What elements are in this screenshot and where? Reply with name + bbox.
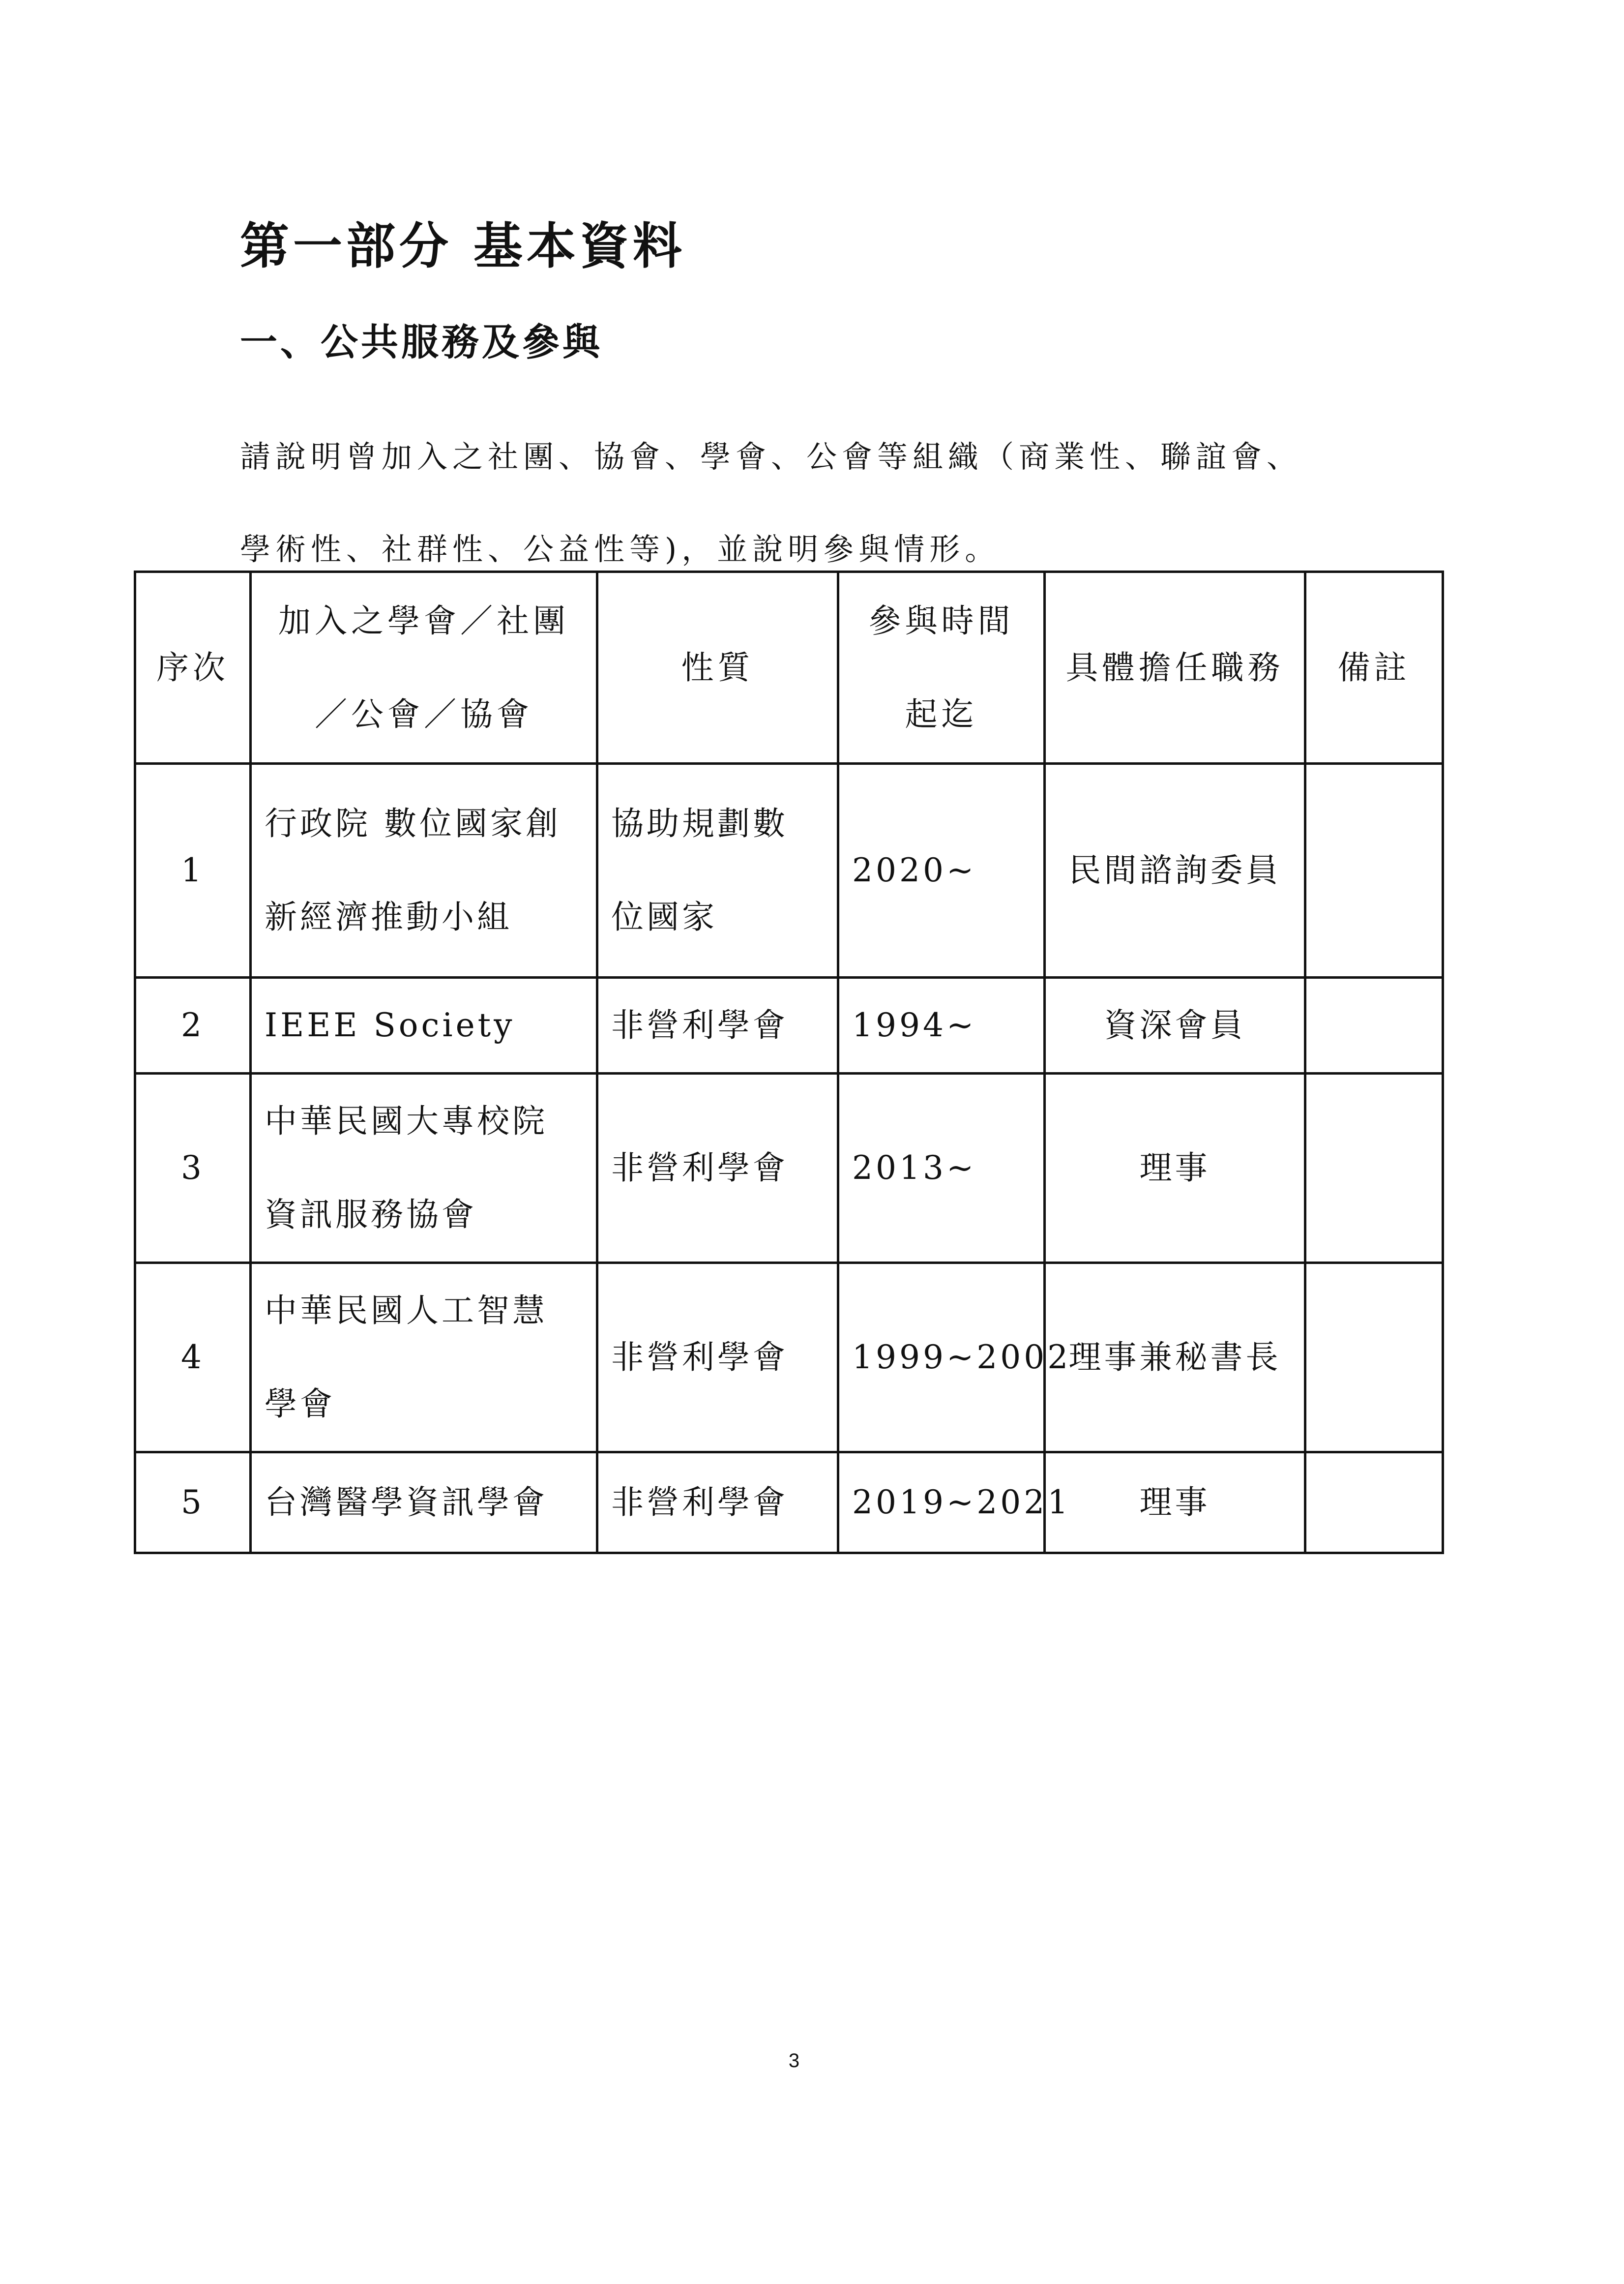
cell-nature-line2: 位國家 xyxy=(611,898,717,936)
cell-organization: IEEE Society xyxy=(251,978,597,1074)
cell-note xyxy=(1305,1074,1443,1263)
table-header-row xyxy=(135,572,1443,764)
header-period-line2: 起迄 xyxy=(905,695,978,733)
cell-index: 4 xyxy=(135,1263,251,1452)
cell-organization xyxy=(251,1263,597,1452)
cell-organization xyxy=(251,1074,597,1263)
header-organization-line1: 加入之學會／社團 xyxy=(278,601,569,640)
cell-note xyxy=(1305,764,1443,978)
cell-organization-line2: 新經濟推動小組 xyxy=(265,898,512,936)
part-title: 第一部分 基本資料 xyxy=(240,217,686,275)
header-role: 具體擔任職務 xyxy=(1045,572,1305,764)
cell-nature: 非營利學會 xyxy=(597,978,838,1074)
cell-index: 1 xyxy=(135,764,251,978)
header-organization-line2: ／公會／協會 xyxy=(315,695,533,733)
cell-organization: 台灣醫學資訊學會 xyxy=(251,1452,597,1553)
header-index: 序次 xyxy=(135,572,251,764)
cell-note xyxy=(1305,978,1443,1074)
cell-period: 1994~ xyxy=(838,978,1045,1074)
cell-index: 3 xyxy=(135,1074,251,1263)
page-number: 3 xyxy=(788,2050,800,2072)
table-row xyxy=(135,764,1443,978)
cell-role: 理事 xyxy=(1045,1452,1305,1553)
header-period xyxy=(838,572,1045,764)
cell-role: 理事 xyxy=(1045,1074,1305,1263)
organization-table xyxy=(134,571,1444,1554)
intro-paragraph: 請說明曾加入之社團、協會、學會、公會等組織（商業性、聯誼會、學術性、社群性、公益性等)，並說明參與情形。 xyxy=(240,439,1302,567)
cell-period: 2020~ xyxy=(838,764,1045,978)
table-row xyxy=(135,1452,1443,1553)
cell-nature-line1: 協助規劃數 xyxy=(611,805,788,842)
header-nature: 性質 xyxy=(597,572,838,764)
cell-role: 民間諮詢委員 xyxy=(1045,764,1305,978)
cell-note xyxy=(1305,1263,1443,1452)
section-title: 一、公共服務及參與 xyxy=(240,320,603,364)
cell-organization-line1: 中華民國人工智慧 xyxy=(265,1292,548,1329)
cell-organization xyxy=(251,764,597,978)
header-note: 備註 xyxy=(1305,572,1443,764)
cell-organization-line2: 學會 xyxy=(265,1385,335,1423)
cell-nature xyxy=(597,764,838,978)
cell-nature: 非營利學會 xyxy=(597,1074,838,1263)
cell-organization-line2: 資訊服務協會 xyxy=(265,1196,477,1233)
cell-nature: 非營利學會 xyxy=(597,1263,838,1452)
cell-note xyxy=(1305,1452,1443,1553)
table-row xyxy=(135,1074,1443,1263)
cell-period: 2013~ xyxy=(838,1074,1045,1263)
cell-role: 理事兼秘書長 xyxy=(1045,1263,1305,1452)
cell-role: 資深會員 xyxy=(1045,978,1305,1074)
cell-period: 1999~2002 xyxy=(838,1263,1045,1452)
header-period-line1: 參與時間 xyxy=(868,601,1014,640)
cell-organization-line1: 中華民國大專校院 xyxy=(265,1102,548,1140)
cell-period: 2019~2021 xyxy=(838,1452,1045,1553)
cell-index: 2 xyxy=(135,978,251,1074)
cell-index: 5 xyxy=(135,1452,251,1553)
header-organization xyxy=(251,572,597,764)
table-row xyxy=(135,1263,1443,1452)
cell-organization-line1: 行政院 數位國家創 xyxy=(265,805,561,842)
cell-nature: 非營利學會 xyxy=(597,1452,838,1553)
table-row xyxy=(135,978,1443,1074)
